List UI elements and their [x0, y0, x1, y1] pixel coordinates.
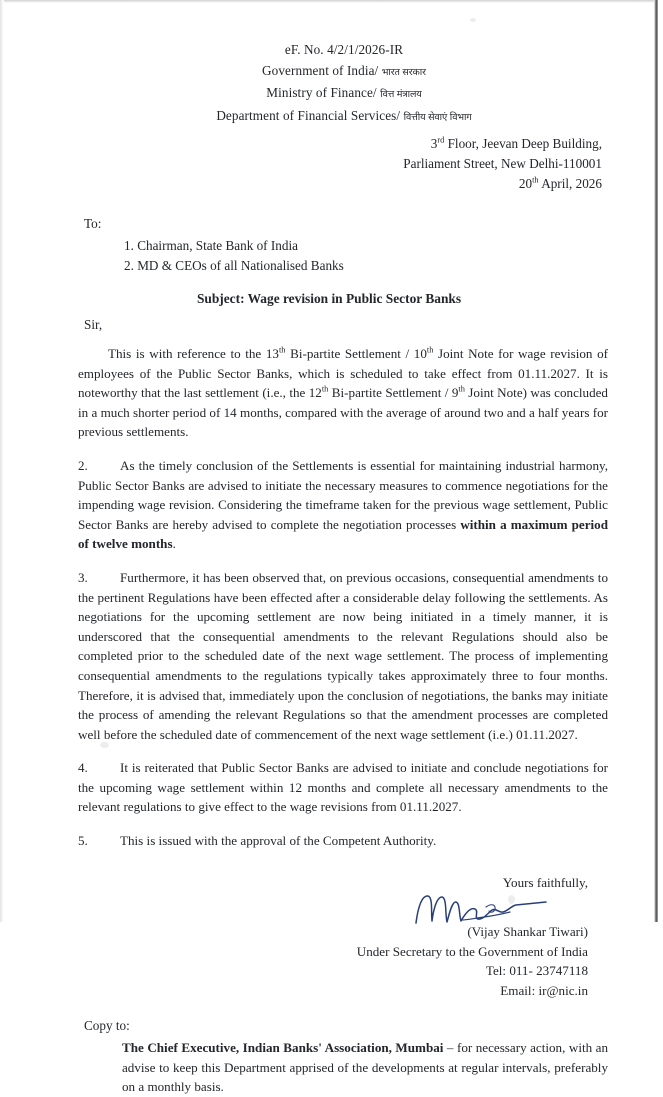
- paragraph-text: As the timely conclusion of the Settlements is essential for maintaining industrial harmony, Public Sector Banks are advised to initiate the necessary measures to commence negotiations for the impending wage revision. Considering the timeframe taken for the previous wage settlement, Public Sector Banks are hereby advised to complete the negotiation processes: [78, 457, 608, 532]
- ordinal-suffix: th: [458, 384, 465, 394]
- copy-to-recipient: The Chief Executive, Indian Banks' Association, Mumbai: [122, 1040, 444, 1056]
- date-ordinal-suffix: th: [532, 175, 539, 185]
- paragraph-text: It is reiterated that Public Sector Banks are advised to initiate and conclude negotiations for the upcoming wage settlement within 12 months and complete all necessary amendments to the relevant regulations to give effect to the wage revisions from 01.11.2027.: [78, 760, 608, 815]
- body-paragraph: [78, 344, 610, 442]
- list-item: 1. Chairman, State Bank of India: [124, 238, 298, 253]
- scan-speck: [100, 742, 109, 748]
- government-of-india-hindi: भारत सरकार: [381, 66, 426, 78]
- date-day: 20: [518, 176, 533, 191]
- paragraph-container: [78, 344, 610, 851]
- scan-speck: [508, 895, 515, 904]
- paragraph-text: Bi-partite Settlement / 10: [285, 346, 427, 361]
- paragraph-number: 4.: [78, 760, 88, 776]
- ordinal-suffix: th: [426, 345, 434, 355]
- floor-number: 3: [430, 136, 438, 151]
- recipient-list: [78, 236, 610, 275]
- emphasised-text: within a maximum period of twelve months: [78, 516, 608, 552]
- letterhead: [78, 40, 610, 128]
- salutation: Sir,: [84, 317, 103, 332]
- body-paragraph: [78, 758, 610, 817]
- signature-block: [78, 873, 610, 1001]
- ministry-line-finance: [78, 83, 610, 106]
- paragraph-text: Joint Note for wage revision of employees of the Public Sector Banks, which is scheduled to take effect from 01.11.2027. It is noteworthy that the last settlement (i.e., the 12: [78, 346, 608, 401]
- ministry-line-department: [78, 106, 610, 129]
- body-paragraph: [78, 568, 610, 744]
- department-hindi: वित्तीय सेवाएं विभाग: [403, 111, 472, 123]
- signatory-telephone: Tel: 011- 23747118: [485, 963, 588, 979]
- to-label: To:: [84, 216, 102, 231]
- paragraph-text: Bi-partite Settlement / 9: [328, 385, 459, 401]
- office-address-block: [78, 134, 610, 194]
- signatory-designation: Under Secretary to the Government of India: [356, 943, 588, 959]
- paragraph-text: .: [172, 536, 176, 552]
- signatory-name: (Vijay Shankar Tiwari): [467, 924, 588, 940]
- scan-speck: [470, 18, 476, 22]
- ministry-line-government: [78, 61, 610, 84]
- paragraph-text: This is issued with the approval of the Competent Authority.: [120, 833, 437, 849]
- paragraph-number: 5.: [78, 833, 88, 849]
- scan-page-outside: [658, 0, 663, 922]
- file-number: eF. No. 4/2/1/2026-IR: [284, 42, 404, 57]
- body-paragraph: [78, 831, 610, 851]
- letter-date: [78, 174, 602, 194]
- government-of-india-label: Government of India/: [262, 62, 379, 78]
- copy-to-label: Copy to:: [84, 1018, 130, 1034]
- subject-line: Subject: Wage revision in Public Sector Banks: [196, 291, 462, 306]
- address-line-floor: [78, 134, 602, 154]
- ordinal-suffix: th: [278, 345, 286, 355]
- date-month-year: April, 2026: [538, 176, 602, 191]
- floor-ordinal-suffix: rd: [437, 135, 445, 145]
- paragraph-text: Joint Note) was concluded in a much shorter period of 14 months, compared with the average of around two and a half years for previous settlements.: [78, 385, 608, 440]
- building-name: Floor, Jeevan Deep Building,: [444, 136, 602, 151]
- paragraph-number: 2.: [78, 457, 88, 473]
- body-paragraph: [78, 456, 610, 554]
- paragraph-text: This is with reference to the 13: [108, 346, 279, 361]
- department-label: Department of Financial Services/: [216, 107, 401, 123]
- copy-to-body: [78, 1038, 610, 1097]
- closing-salutation: Yours faithfully,: [502, 874, 588, 890]
- paragraph-text: Furthermore, it has been observed that, on previous occasions, consequential amendments to the pertinent Regulations have been effected after a considerable delay following the settlements. As negotiations for the upcoming settlement are now being initiated in a timely manner, it is underscored that the consequential amendments to the relevant Regulations should also be completed prior to the scheduled date of the next wage settlement. The process of implementing consequential amendments to the regulations typically takes approximately three to four months. Therefore, it is advised that, immediately upon the conclusion of negotiations, the banks may initiate the process of amending the relevant Regulations so that the amendment processes are completed well before the scheduled date of commencement of the next wage settlement (i.e.) 01.11.2027.: [78, 569, 608, 742]
- ministry-of-finance-hindi: वित्त मंत्रालय: [380, 89, 422, 100]
- ministry-of-finance-label: Ministry of Finance/: [266, 85, 377, 100]
- list-item: 2. MD & CEOs of all Nationalised Banks: [124, 257, 344, 273]
- signatory-email: Email: ir@nic.in: [500, 982, 588, 998]
- copy-to-instruction: – for necessary action, with an advise to keep this Department apprised of the developments at regular intervals, preferably on a monthly basis.: [122, 1040, 608, 1095]
- ordinal-suffix: th: [321, 384, 329, 394]
- paragraph-number: 3.: [78, 569, 88, 585]
- address-line-street: Parliament Street, New Delhi-110001: [403, 156, 602, 171]
